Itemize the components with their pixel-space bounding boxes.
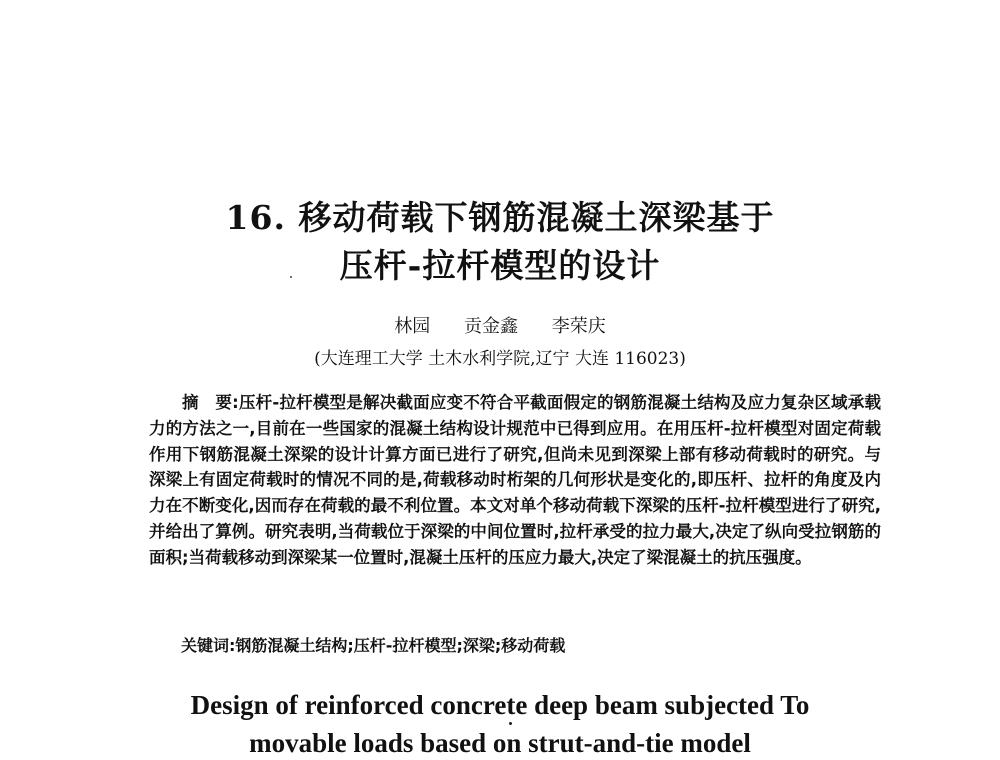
scan-speck	[509, 722, 512, 725]
abstract-text: 压杆-拉杆模型是解决截面应变不符合平截面假定的钢筋混凝土结构及应力复杂区域承载力的方法之一,目前在一些国家的混凝土结构设计规范中已得到应用。在用压杆-拉杆模型对固定荷载作用下钢筋混凝土深梁的设计计算方面已进行了研究,但尚未见到深梁上部有移动荷载时的研究。与深梁上有固定荷载时的情况不同的是,荷载移动时桁架的几何形状是变化的,即压杆、拉杆的角度及内力在不断变化,因而存在荷载的最不利位置。本文对单个移动荷载下深梁的压杆-拉杆模型进行了研究,并给出了算例。研究表明,当荷载位于深梁的中间位置时,拉杆承受的拉力最大,决定了纵向受拉钢筋的面积;当荷载移动到深梁某一位置时,混凝土压杆的压应力最大,决定了梁混凝土的抗压强度。	[149, 393, 881, 567]
paper-title-line-2: 压杆-拉杆模型的设计	[339, 246, 661, 285]
english-title-line-1: Design of reinforced concrete deep beam subjected To	[190, 690, 810, 720]
abstract-paragraph	[149, 390, 881, 571]
author-list	[0, 312, 1000, 338]
scan-speck	[290, 276, 292, 278]
english-title-line-2: movable loads based on strut-and-tie model	[249, 728, 751, 758]
author-name: 李荣庆	[551, 316, 606, 337]
paper-title-line-1: 16. 移动荷载下钢筋混凝土深梁基于	[225, 198, 775, 237]
keywords-label: 关键词:	[181, 636, 236, 655]
abstract-label: 摘 要:	[182, 393, 239, 412]
keywords-text: 钢筋混凝土结构;压杆-拉杆模型;深梁;移动荷载	[235, 636, 566, 655]
author-name: 贡金鑫	[464, 316, 518, 337]
keywords-line	[181, 633, 565, 656]
author-affiliation: (大连理工大学 土木水利学院,辽宁 大连 116023)	[314, 349, 686, 369]
author-name: 林园	[394, 316, 431, 337]
